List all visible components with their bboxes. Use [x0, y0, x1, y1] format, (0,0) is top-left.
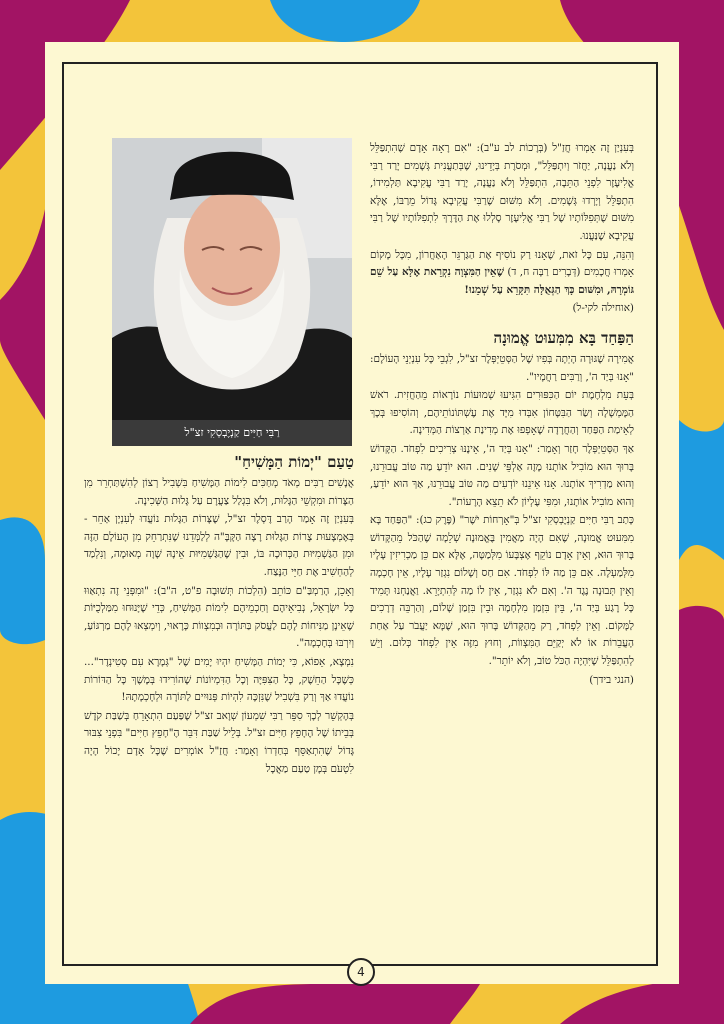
paragraph: אַךְ הַסְּטֵיְפְּלֶר חָזַר וְאָמַר: "אָנוּ בְּיַד ה', אֵינֶנּוּ צְרִיכִים לִפְחֹד. הַקָּדוֹשׁ בָּרוּךְ הוּא מוֹבִיל אוֹתָנוּ מֶזֶה אַלְפֵּי שָׁנִים. הוּא יוֹדֵעַ מַה טּוֹב עֲבוּרֵנוּ, וְהוּא מַדְרִיךְ אוֹתָנוּ. אָנוּ אֵינֵנוּ יוֹדְעִים מַה טּוֹב עֲבוּרֵנוּ, אַךְ הוּא יוֹדֵעַ, וְהוּא מוֹבִיל אוֹתָנוּ, וּמִפִּי עֶלְיוֹן לֹא תֵצֵא הָרָעוֹת". [370, 442, 634, 508]
source-note: (אוחילה לקי-ל) [572, 302, 634, 315]
paragraph: בְּעִנְיַן זֶה אָמְרוּ חֲזַ"ל (בְּרָכוֹת לב ע"ב): "אִם רָאָה אָדָם שֶׁהִתְפַּלֵּל וְלֹא נַעֲנָה, יַחֲזֹר וְיִתְפַּלֵּל", וּמְסֹרֶת בְּיָדֵינוּ, שֶׁבְּתַעֲנִית גְּשָׁמִים יָרַד רַבִּי אֱלִיעֶזֶר לִפְנֵי הַתֵּבָה, הִתְפַּלֵּל וְלֹא נַעֲנָה, יָרַד רַבִּי עֲקִיבָא תַּלְמִידוֹ, הִתְפַּלֵּל וְיָרְדוּ גְּשָׁמִים. וְלֹא מִשּׁוּם שֶׁרַבִּי עֲקִיבָא גָּדוֹל מֵרַבּוֹ, אֶלָּא מִשּׁוּם שֶׁתְּפִלּוֹתָיו שֶׁל רַבִּי אֱלִיעֶזֶר סָלְלוּ אֶת הַדֶּרֶךְ לִתְפִלּוֹתָיו שֶׁל רַבִּי עֲקִיבָא שֶׁנַּעֲנוּ. [370, 142, 634, 242]
rabbi-photo [112, 138, 352, 420]
section-heading: טַעַם "יְמוֹת הַמָּשִׁיחַ" [234, 453, 354, 471]
left-column [84, 452, 354, 779]
paragraph: בְּהֶקְשֵׁר לְכָךְ סִפֵּר רַבִּי שִׁמְעוֹן שְׁוָאב זצ"ל שֶׁפַּעַם הִתְאָרֵחַ בְּשַׁבַּת קֹדֶשׁ בְּבֵיתוֹ שֶׁל הֶחָפֵץ חַיִּים זצ"ל. בְּלֵיל שַׁבַּת דִּבֵּר הֶ"חָפֵץ חַיִּים" בִּפְנֵי צִבּוּר גָּדוֹל שֶׁהִתְאַסֵּף בְּחַדְרוֹ וְאָמַר: חֲזַ"ל אוֹמְרִים שֶׁכָּל אָדָם יָכוֹל הָיָה לִטְעֹם בְּמָן טַעַם מַאֲכָל [84, 709, 354, 775]
blue-shape-right [679, 420, 724, 560]
paragraph: בְּעֵת מִלְחֶמֶת יוֹם הַכִּפּוּרִים הִגִּיעוּ שְׁמוּעוֹת נוֹרָאוֹת מֵהַחֲזִית. רֹאשׁ הַמֶּמְשָׁלָה וְשַׂר הַבִּטָּחוֹן אִבְּדוּ מִיָּד אֶת עֶשְׁתּוֹנוֹתֵיהֶם, וְהוֹסִיפוּ בְּכָךְ לְאֵימַת הַפַּחַד וְהַחֲרָדָה שֶׁאָפְפוּ אֶת מְדִינַת אַרְצוֹת הַמְּדִינָה. [370, 389, 634, 437]
photo-caption: רַבִּי חַיִּים קַנְיֶבְסְקִי זצ"ל [112, 420, 352, 446]
paragraph: בְּעִנְיַן זֶה אָמַר הָרַב דֶּסְלֶר זצ"ל, שֶׁצָּרוֹת הַגָּלוּת נוֹעֲדוּ לְעִנְיָן אַחֵר - בְּאֶמְצָעוּת צָרוֹת הַגָּלוּת רָצָה הַקָּבָּ"ה לְלַמְּדֵנוּ שֶׁנִּתְרַחֵק מִן הָעוֹלָם הַזֶּה וּמִן הַגַּשְׁמִיּוּת הַכְּרוּכָה בּוֹ, וּבִין שֶׁהַגַּשְׁמִיּוּת אֵינָהּ שָׁוָה מְאוּמָה, וְנִלְמַד לְהַחְשִׁיב אֶת חַיֵּי הַנֶּצַח. [84, 513, 354, 578]
section-heading: הַפַּחַד בָּא מִמִּעוּט אֱמוּנָה [493, 328, 634, 347]
paragraph: כָּתַב רַבִּי חַיִּים קַנְיֶבְסְקִי זצ"ל בְּ"אָרְחוֹת יֹשֶׁר" (פֶּרֶק כג): "הַפַּחַד בָּא מִמִּעוּט אֱמוּנָה, שֶׁאִם הָיָה מַאֲמִין בֶּאֱמוּנָה שְׁלֵמָה שֶׁהַכֹּל מֵהַקָּדוֹשׁ בָּרוּךְ הוּא, וְאֵין אָדָם נוֹקֵף אֶצְבָּעוֹ מִלְּמַטָּה, אֶלָּא אִם כֵּן מַכְרִיזִין עָלָיו מִלְּמַעְלָה. אִם כֵּן מַה לּוֹ לִפְחֹד. אִם חַס וְשָׁלוֹם נִגְזַר עָלָיו, אֵין חָכְמָה וְאֵין תְּבוּנָה נֶגֶד ה'. וְאִם לֹא נִגְזַר, אֵין לוֹ מַה לְּהִתְיָרֵא. וַאֲנַחְנוּ תָּמִיד כָּל רֶגַע בְּיַד ה', בֵּין בִּזְמַן מִלְחָמָה וּבֵין בִּזְמַן שָׁלוֹם, וְהַרְבֵּה דְרָכִים לַמָּקוֹם. וְאֵין לִפְחֹד, רַק מֵהַקָּדוֹשׁ בָּרוּךְ הוּא, שֶׁמָּא יַעֲבֹר עַל אַחַת הָעֲבֵרוֹת אוֹ לֹא יְקַיֵּם הַמִּצְווֹת, וְחוּץ מִזֶּה אֵין לִפְחֹד כְּלוּם. וְיֵשׁ לְהִתְפַּלֵּל שֶׁיִּהְיֶה הַכֹּל טוֹב, וְלֹא יוֹתֵר". [370, 514, 634, 668]
page-number: 4 [347, 958, 375, 986]
blue-shape-left [0, 517, 45, 644]
paragraph: אֲמִירָה שֶׁגּוּרָה הָיְתָה בְּפִיו שֶׁל הַסְּטֵיְפְּלֶר זצ"ל, לִגְבֵי כָּל עִנְיְנֵי הָעוֹלָם: "אָנוּ בְּיַד ה', וְרַבִּים רַחֲמָיו". [370, 352, 634, 383]
right-column [370, 140, 634, 690]
paragraph: נִמְצָא, אֵפוֹא, כִּי יְמוֹת הַמָּשִׁיחַ יִהְיוּ יָמִים שֶׁל "גְּמָרָא עִם סְטִינְדֶר"... כְּשֶׁכָּל הַחֵשֶׁק, כָּל הַצִּפִּיָּה וְכָל הַדִּמְיוֹנוֹת שֶׁהוֹרִידוּ בְּמֶשֶׁךְ כָּל הַדּוֹרוֹת נוֹעֲדוּ אַךְ וְרַק בִּשְׁבִיל שֶׁנִּזְכֶּה לִהְיוֹת פְּנוּיִים לַתּוֹרָה וּלְחָכְמָתָהּ! [84, 655, 354, 704]
portrait-illustration [112, 138, 352, 420]
bold-quote: שֶׁאֵין הַמִּצְוָה נִקְרֵאת אֶלָּא עַל שֵׁם גּוֹמְרָהּ, וּמִשּׁוּם כָּךְ הַגְּאֻלָּה תִּקָּרֵא עַל שְׁמֵנוּ! [370, 266, 634, 296]
paragraph: וְאָכֵן, הָרַמְבַּ"ם כּוֹתֵב (הִלְכוֹת תְּשׁוּבָה פ"ט, ה"ב): "וּמִפְּנֵי זֶה נִתְאַוּוּ כָּל יִשְׂרָאֵל, נְבִיאֵיהֶם וְחַכְמֵיהֶם לִימוֹת הַמָּשִׁיחַ, כְּדֵי שֶׁיָּנוּחוּ מִמַּלְכֻיּוֹת שֶׁאֵינָן מַנִּיחוֹת לָהֶם לַעֲסֹק בַּתּוֹרָה וּבְמִצְווֹת כָּרָאוּי, וְיִמְצְאוּ לָהֶם מַרְגּוֹעַ, וְיִרְבּוּ בְּחָכְמָה". [84, 584, 354, 650]
paragraph: וְהִנֵּה, עִם כָּל זֹאת, שֶׁאָנוּ רַק נוֹסִיף אֶת הַגַּרְגֵּר הָאַחֲרוֹן, מִכָּל מָקוֹם אָמְרוּ חֲכָמִים (דְּבָרִים רַבָּה ח, ד) שֶׁאֵין הַמִּצְוָה נִקְרֵאת אֶלָּא עַל שֵׁם גּוֹמְרָהּ, וּמִשּׁוּם כָּךְ הַגְּאֻלָּה תִּקָּרֵא עַל שְׁמֵנוּ! [370, 248, 634, 296]
paragraph: אֲנָשִׁים רַבִּים מְאֹד מְחַכִּים לִימוֹת הַמָּשִׁיחַ בִּשְׁבִיל רְצוֹן לְהִשְׁתַּחְרֵר מִן הַצָּרוֹת וּמִקְשֵׁי הַגָּלוּת, וְלֹא בִּגְלַל צַעֲרָם עַל גָּלוּת הַשְּׁכִינָה. [84, 477, 354, 507]
source-note: (הנגי בידך) [589, 673, 634, 686]
